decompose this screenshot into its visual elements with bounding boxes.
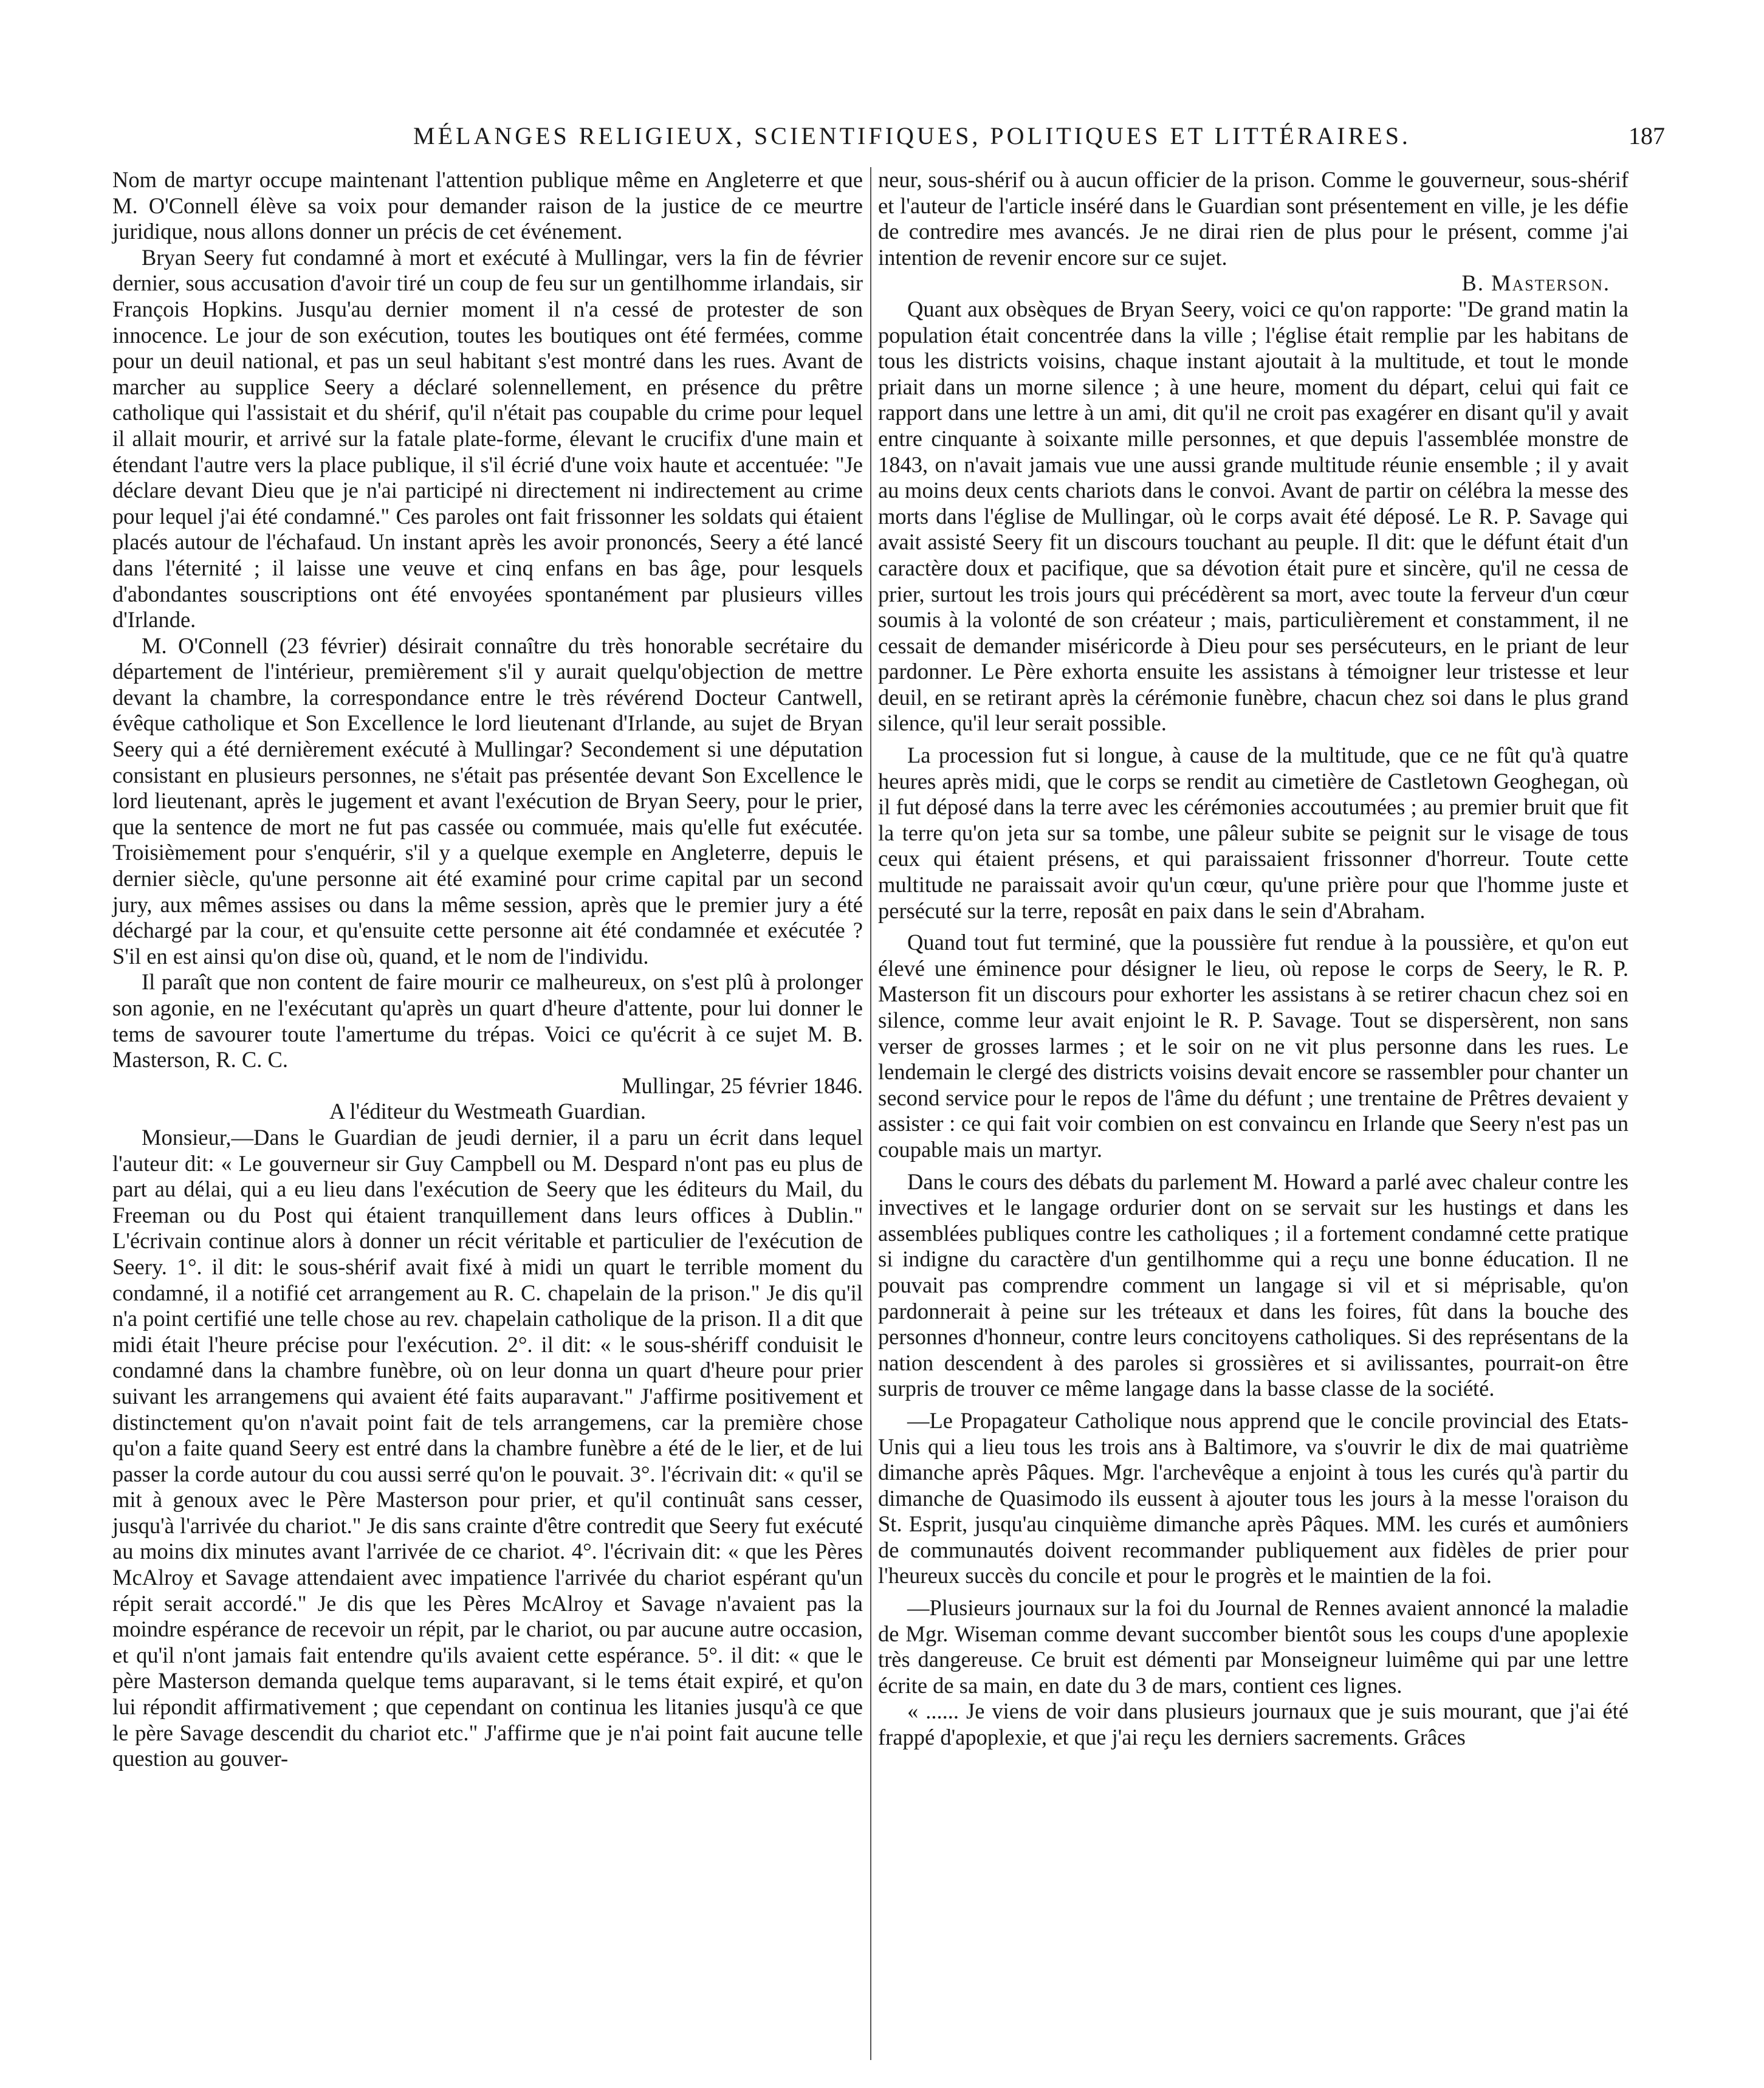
paragraph: La procession fut si longue, à cause de la multitude, que ce ne fût qu'à quatre heures après midi, que le corps se rendit au cimetière de Castletown Geoghegan, où il fut déposé dans la terre avec les cérémonies accoutumées ; au premier bruit que fit la terre qu'on jeta sur sa tombe, une pâleur subite se peignit sur le visage de tous ceux qui étaient présens, et qui paraissaient frissonner d'horreur. Toute cette multitude ne paraissait avoir qu'un cœur, qu'une prière pour que l'homme juste et persécuté sur la terre, reposât en paix dans le sein d'Abraham. (878, 743, 1628, 923)
right-column (878, 167, 1628, 1751)
column-divider (870, 167, 871, 2060)
paragraph: Quand tout fut terminé, que la poussière fut rendue à la poussière, et qu'on eut élevé une éminence pour désigner le lieu, où repose le corps de Seery, le R. P. Masterson fit un discours pour exhorter les assistans à se retirer chacun chez soi en silence, comme leur avait enjoint le R. P. Savage. Tout se dispersèrent, non sans verser de grosses larmes ; et le soir on ne vit plus personne dans les rues. Le lendemain le clergé des districts voisins devait encore se rassembler pour chanter un second service pour le repos de l'âme du défunt ; une trentaine de Prêtres devaient y assister : ce qui fait voir combien on est convaincu en Irlande que Seery n'est pas un coupable mais un martyr. (878, 930, 1628, 1162)
letter-dateline: Mullingar, 25 février 1846. (622, 1073, 863, 1098)
paragraph: Dans le cours des débats du parlement M. Howard a parlé avec chaleur contre les invectives et le langage ordurier dont on se servait sur les hustings et dans les assemblées publiques contre les catholiques ; il a fortement condamné cette pratique si indigne du caractère d'un gentilhomme qui a reçu une bonne éducation. Il ne pouvait pas comprendre comment un langage si vil et si méprisable, qu'on pardonnerait à peine sur les tréteaux et dans les foires, fût dans la bouche des personnes d'honneur, contre leurs concitoyens catholiques. Si des représentans de la nation descendent à des paroles si grossières et si avilissantes, pourrait-on être surpris de trouver ce même langage dans la basse classe de la société. (878, 1169, 1628, 1401)
paragraph: Quant aux obsèques de Bryan Seery, voici ce qu'on rapporte: "De grand matin la population était concentrée dans la ville ; l'église était remplie par les habitans de tous les districts voisins, chaque instant ajoutait à la multitude, et tout le monde priait dans un morne silence ; à une heure, moment du départ, celui qui fait ce rapport dans une lettre à un ami, dit qu'il ne croit pas exagérer en disant qu'il y avait entre cinquante à soixante mille personnes, et que depuis l'assemblée monstre de 1843, on n'avait jamais vue une aussi grande multitude réunie ensemble ; il y avait au moins deux cents chariots dans le convoi. Avant de partir on célébra la messe des morts dans l'église de Mullingar, où le corps avait été déposé. Le R. P. Savage qui avait assisté Seery fit un discours touchant au peuple. Il dit: que le défunt était d'un caractère doux et pacifique, que sa dévotion était pure et sincère, qu'il ne cessa de prier, surtout les trois jours qui précédèrent sa mort, avec toute la ferveur d'un cœur soumis à la volonté de son créateur ; mais, particulièrement et constamment, il ne cessait de demander miséricorde à Dieu pour ses persécuteurs, en le priant de leur pardonner. Le Père exhorta ensuite les assistans à témoigner leur tristesse et leur deuil, en se retirant après la cérémonie funèbre, chacun chez soi dans le plus grand silence, qu'il leur serait possible. (878, 296, 1628, 736)
running-header (109, 122, 1665, 158)
paragraph: Nom de martyr occupe maintenant l'attention publique même en Angleterre et que M. O'Connell élève sa voix pour demander raison de la justice de ce meurtre juridique, nous allons donner un précis de cet événement. (112, 167, 863, 244)
letter-signature: B. Masterson. (1461, 270, 1610, 296)
paragraph: Bryan Seery fut condamné à mort et exécuté à Mullingar, vers la fin de février dernier, sous accusation d'avoir tiré un coup de feu sur un gentilhomme irlandais, sir François Hopkins. Jusqu'au dernier moment il n'a cessé de protester de son innocence. Le jour de son exécution, toutes les boutiques ont été fermées, comme pour un deuil national, et pas un seul habitant s'est montré dans les rues. Avant de marcher au supplice Seery a déclaré solennellement, en présence du prêtre catholique qui l'assistait et du shérif, qu'il n'était pas coupable du crime pour lequel il allait mourir, et arrivé sur la fatale plate-forme, élevant le crucifix d'une main et étendant l'autre vers la place publique, il s'il écrié d'une voix haute et accentuée: "Je déclare devant Dieu que je n'ai participé ni directement ni indirectement au crime pour lequel j'ai été condamné." Ces paroles ont fait frissonner les soldats qui étaient placés autour de l'échafaud. Un instant après les avoir prononcés, Seery a été lancé dans l'éternité ; il laisse une veuve et cinq enfans en bas âge, pour lesquels d'abondantes souscriptions ont été envoyées spontanément par plusieurs villes d'Irlande. (112, 244, 863, 633)
paragraph: « ...... Je viens de voir dans plusieurs journaux que je suis mourant, que j'ai été frappé d'apoplexie, et que j'ai reçu les derniers sacrements. Grâces (878, 1698, 1628, 1750)
paragraph: Monsieur,—Dans le Guardian de jeudi dernier, il a paru un écrit dans lequel l'auteur dit: « Le gouverneur sir Guy Campbell ou M. Despard n'ont pas eu plus de part au délai, qui a eu lieu dans l'exécution de Seery que les éditeurs du Mail, du Freeman ou du Post qui étaient tranquillement dans leurs offices à Dublin." L'écrivain continue alors à donner un récit véritable et particulier de l'exécution de Seery. 1°. il dit: le sous-shérif avait fixé à midi un quart le terrible moment du condamné, il a notifié cet arrangement au R. C. chapelain de la prison." Je dis qu'il n'a point certifié une telle chose au rev. chapelain catholique de la prison. Il a dit que midi était l'heure précise pour l'exécution. 2°. il dit: « le sous-shériff conduisit le condamné dans la chambre funèbre, où on leur donna un quart d'heure pour prier suivant les arrangemens qui avaient été faits auparavant." J'affirme positivement et distinctement qu'on n'avait point fait de tels arrangemens, car la première chose qu'on a faite quand Seery est entré dans la chambre funèbre a été de le lier, et de lui passer la corde autour du cou aussi serré qu'on le pouvait. 3°. l'écrivain dit: « qu'il se mit à genoux avec le Père Masterson pour prier, et qu'il continuât sans cesser, jusqu'à l'arrivée du chariot." Je dis sans crainte d'être contredit que Seery fut exécuté au moins dix minutes avant l'arrivée de ce chariot. 4°. l'écrivain dit: « que les Pères McAlroy et Savage attendaient avec impatience l'arrivée du chariot espérant qu'un répit serait accordé." Je dis que les Pères McAlroy et Savage n'avaient pas la moindre espérance de recevoir un répit, par le chariot, ou par aucune autre occasion, et qu'il n'ont jamais fait entendre qu'ils avaient cette espérance. 5°. il dit: « que le père Masterson demanda quelque tems auparavant, si le tems était expiré, et qu'on lui répondit affirmativement ; que cependant on continua les litanies jusqu'à ce que le père Savage descendit du chariot etc." J'affirme que je n'ai point fait aucune telle question au gouver- (112, 1124, 863, 1771)
paragraph: Il paraît que non content de faire mourir ce malheureux, on s'est plû à prolonger son agonie, en ne l'exécutant qu'après un quart d'heure d'attente, pour lui donner le tems de savourer toute l'amertume du trépas. Voici ce qu'écrit à ce sujet M. B. Masterson, R. C. C. (112, 969, 863, 1073)
news-item: —Plusieurs journaux sur la foi du Journal de Rennes avaient annoncé la maladie de Mgr. Wiseman comme devant succomber bientôt sous les coups d'une apoplexie très dangereuse. Ce bruit est démenti par Monseigneur luimême qui par une lettre écrite de sa main, en date du 3 de mars, contient ces lignes. (878, 1595, 1628, 1698)
paragraph: M. O'Connell (23 février) désirait connaître du très honorable secrétaire du département de l'intérieur, premièrement s'il y aurait quelqu'objection de mettre devant la chambre, la correspondance entre le très révérend Docteur Cantwell, évêque catholique et Son Excellence le lord lieutenant d'Irlande, au sujet de Bryan Seery qui a été dernièrement exécuté à Mullingar? Secondement si une députation consistant en plusieurs personnes, ne s'était pas présentée devant Son Excellence le lord lieutenant, après le jugement et avant l'exécution de Bryan Seery, pour le prier, que la sentence de mort ne fut pas cassée ou commuée, mais qu'elle fut exécutée. Troisièmement pour s'enquérir, s'il y a quelque exemple en Angleterre, depuis le dernier siècle, qu'une personne ait été examiné pour crime capital par un second jury, aux mêmes assises ou dans la même session, après que le premier jury a été déchargé par la cour, et qu'ensuite cette personne ait été condamnée et exécutée ? S'il en est ainsi qu'on dise où, quand, et le nom de l'individu. (112, 633, 863, 969)
left-column (112, 167, 863, 1772)
journal-section-title: MÉLANGES RELIGIEUX, SCIENTIFIQUES, POLITIQUES ET LITTÉRAIRES. (413, 122, 1411, 149)
news-item: —Le Propagateur Catholique nous apprend que le concile provincial des Etats-Unis qui a lieu tous les trois ans à Baltimore, va s'ouvrir le dix de mai quatrième dimanche après Pâques. Mgr. l'archevêque a enjoint à tous les curés qu'à partir du dimanche de Quasimodo ils eussent à ajouter tous les jours à la messe l'oraison du St. Esprit, jusqu'au cinquième dimanche après Pâques. MM. les curés et aumôniers de communautés doivent recommander publiquement aux fidèles de prier pour l'heureux succès du concile et pour le progrès et le maintien de la foi. (878, 1407, 1628, 1588)
page-number: 187 (1628, 122, 1665, 149)
letter-address: A l'éditeur du Westmeath Guardian. (329, 1099, 646, 1124)
paragraph: neur, sous-shérif ou à aucun officier de la prison. Comme le gouverneur, sous-shérif et l'auteur de l'article inséré dans le Guardian sont présentement en ville, je les défie de contredire mes avancés. Je ne dirai rien de plus pour le présent, comme j'ai intention de revenir encore sur ce sujet. (878, 167, 1628, 270)
